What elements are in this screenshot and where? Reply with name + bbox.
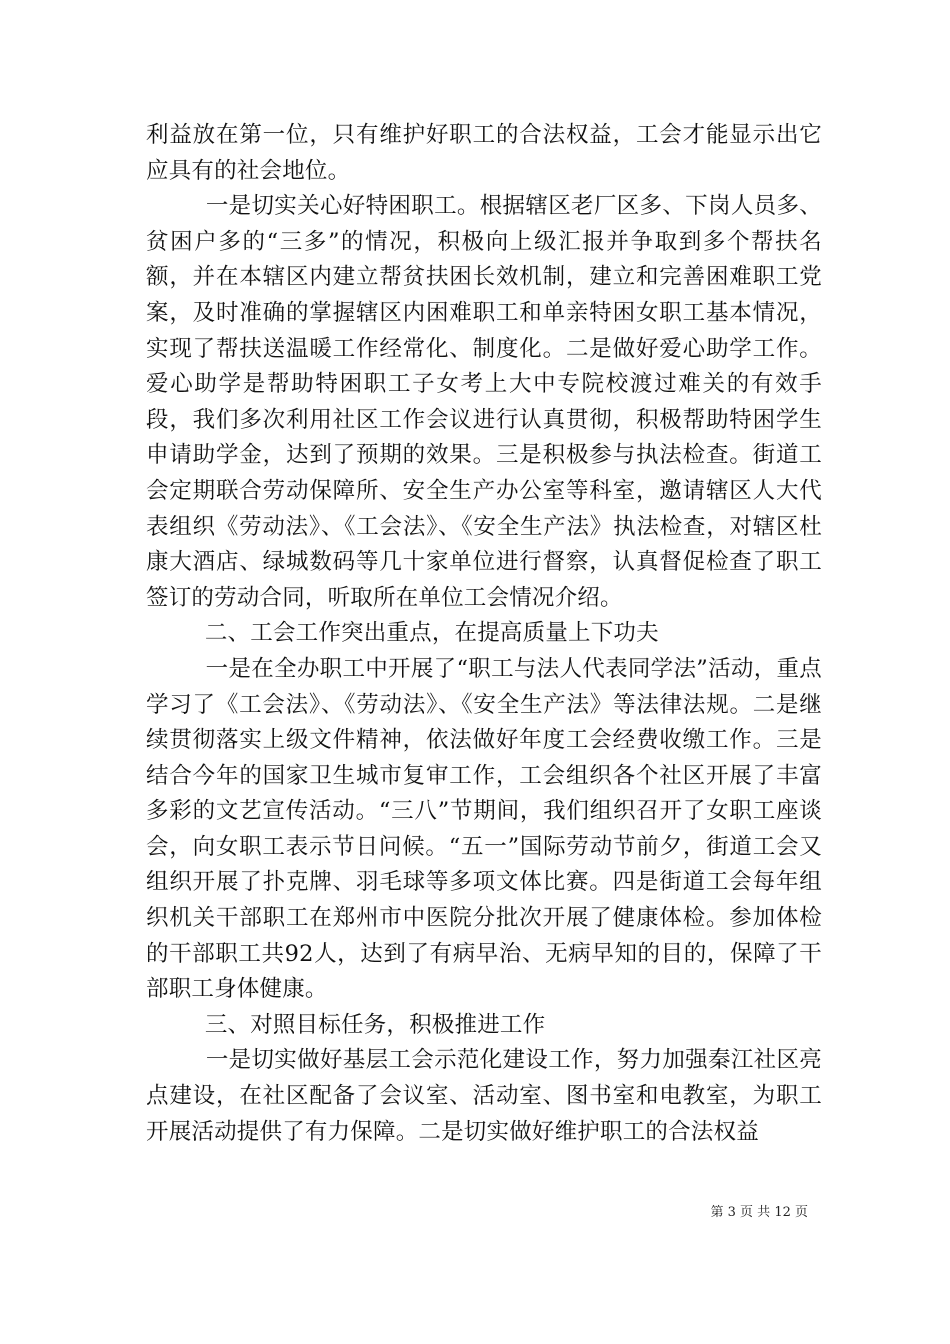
paragraph-union-focus: 一是在全办职工中开展了“职工与法人代表同学法”活动，重点学习了《工会法》、《劳动法》、《安全生产法》等法律法规。二是继续贯彻落实上级文件精神，依法做好年度工会经费收缴工作。三是结合今年的国家卫生城市复审工作，工会组织各个社区开展了丰富多彩的文艺宣传活动。“三八”节期间，我们组织召开了女职工座谈会，向女职工表示节日问候。“五一”国际劳动节前夕，街道工会又组织开展了扑克牌、羽毛球等多项文体比赛。四是街道工会每年组织机关干部职工在郑州市中医院分批次开展了健康体检。参加体检的干部职工共92人，达到了有病早治、无病早知的目的，保障了干部职工身体健康。 xyxy=(146,655,822,1003)
section-heading-2: 二、工会工作突出重点，在提高质量上下功夫 xyxy=(146,620,659,647)
page-number-footer: 第 3 页 共 12 页 xyxy=(710,1205,808,1220)
paragraph-targets: 一是切实做好基层工会示范化建设工作，努力加强秦江社区亮点建设，在社区配备了会议室、活动室、图书室和电教室，为职工开展活动提供了有力保障。二是切实做好维护职工的合法权益 xyxy=(146,1047,822,1145)
paragraph-continuation: 利益放在第一位，只有维护好职工的合法权益，工会才能显示出它应具有的社会地位。 xyxy=(146,122,822,184)
document-body xyxy=(146,118,822,1150)
paragraph-support-workers: 一是切实关心好特困职工。根据辖区老厂区多、下岗人员多、贫困户多的“三多”的情况，积极向上级汇报并争取到多个帮扶名额，并在本辖区内建立帮贫扶困长效机制，建立和完善困难职工党案，及时准确的掌握辖区内困难职工和单亲特困女职工基本情况，实现了帮扶送温暖工作经常化、制度化。二是做好爱心助学工作。爱心助学是帮助特困职工子女考上大中专院校渡过难关的有效手段，我们多次利用社区工作会议进行认真贯彻，积极帮助特困学生申请助学金，达到了预期的效果。三是积极参与执法检查。街道工会定期联合劳动保障所、安全生产办公室等科室，邀请辖区人大代表组织《劳动法》、《工会法》、《安全生产法》执法检查，对辖区杜康大酒店、绿城数码等几十家单位进行督察，认真督促检查了职工签订的劳动合同，听取所在单位工会情况介绍。 xyxy=(146,193,822,611)
section-heading-3: 三、对照目标任务，积极推进工作 xyxy=(146,1011,546,1038)
